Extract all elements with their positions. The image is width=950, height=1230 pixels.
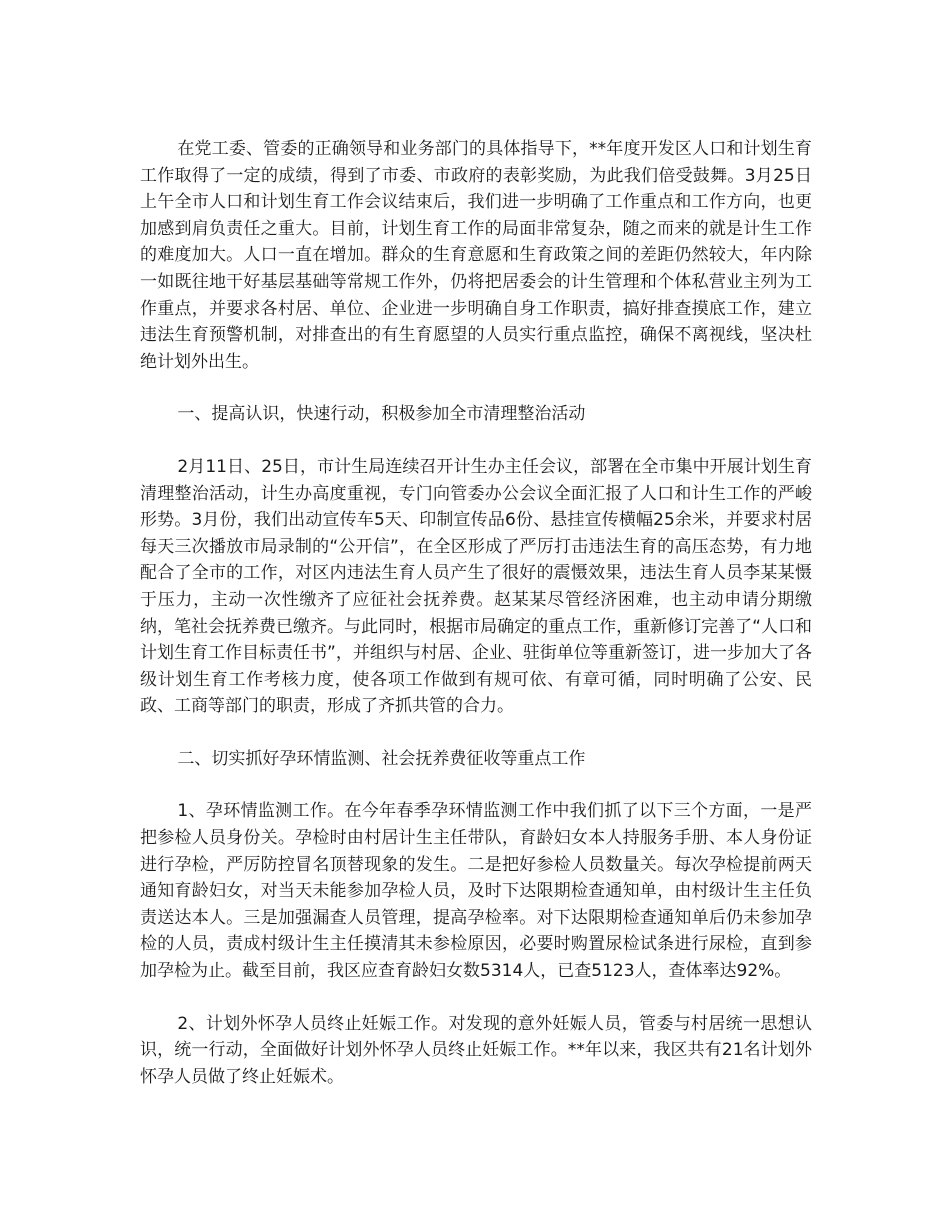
intro-paragraph: 在党工委、管委的正确领导和业务部门的具体指导下，**年度开发区人口和计划生育工作取得了一定的成绩，得到了市委、市政府的表彰奖励，为此我们倍受鼓舞。3月25日上午全市人口和计划生育工作会议结束后，我们进一步明确了工作重点和工作方向，也更加感到肩负责任之重大。目前，计划生育工作的局面非常复杂，随之而来的就是计生工作的难度加大。人口一直在增加。群众的生育意愿和生育政策之间的差距仍然较大，年内除一如既往地干好基层基础等常规工作外，仍将把居委会的计生管理和个体私营业主列为工作重点，并要求各村居、单位、企业进一步明确自身工作职责，搞好排查摸底工作，建立违法生育预警机制，对排查出的有生育愿望的人员实行重点监控，确保不离视线，坚决杜绝计划外出生。 — [140, 139, 812, 372]
document-body — [140, 136, 812, 1090]
section-heading-2: 二、切实抓好孕环情监测、社会抚养费征收等重点工作 — [177, 748, 586, 769]
paragraph-gap — [140, 985, 812, 1011]
subsection-2-paragraph: 2、计划外怀孕人员终止妊娠工作。对发现的意外妊娠人员，管委与村居统一思想认识，统一行动，全面做好计划外怀孕人员终止妊娠工作。**年以来，我区共有21名计划外怀孕人员做了终止妊娠术。 — [140, 1013, 812, 1087]
paragraph-gap — [140, 772, 812, 798]
section-1-paragraph: 2月11日、25日，市计生局连续召开计生办主任会议，部署在全市集中开展计划生育清理整治活动，计生办高度重视，专门向管委办公会议全面汇报了人口和计生工作的严峻形势。3月份，我们出动宣传车5天、印制宣传品6份、悬挂宣传横幅25余米，并要求村居每天三次播放市局录制的“公开信”，在全区形成了严厉打击违法生育的高压态势，有力地配合了全市的工作，对区内违法生育人员产生了很好的震慑效果，违法生育人员李某某慑于压力，主动一次性缴齐了应征社会抚养费。赵某某尽管经济困难，也主动申请分期缴纳，笔社会抚养费已缴齐。与此同时，根据市局确定的重点工作，重新修订完善了“人口和计划生育工作目标责任书”，并组织与村居、企业、驻街单位等重新签订，进一步加大了各级计划生育工作考核力度，使各项工作做到有规可依、有章可循，同时明确了公安、民政、工商等部门的职责，形成了齐抓共管的合力。 — [140, 456, 812, 717]
section-heading-1: 一、提高认识，快速行动，积极参加全市清理整治活动 — [177, 404, 586, 425]
subsection-1-paragraph: 1、孕环情监测工作。在今年春季孕环情监测工作中我们抓了以下三个方面，一是严把参检人员身份关。孕检时由村居计生主任带队，育龄妇女本人持服务手册、本人身份证进行孕检，严厉防控冒名顶替现象的发生。二是把好参检人员数量关。每次孕检提前两天通知育龄妇女，对当天未能参加孕检人员，及时下达限期检查通知单，由村级计生主任负责送达本人。三是加强漏查人员管理，提高孕检率。对下达限期检查通知单后仍未参加孕检的人员，责成村级计生主任摸清其未参检原因，必要时购置尿检试条进行尿检，直到参加孕检为止。截至目前，我区应查育龄妇女数5314人，已查5123人，查体率达92%。 — [140, 801, 812, 982]
paragraph-gap — [140, 720, 812, 746]
paragraph-gap — [140, 428, 812, 454]
paragraph-gap — [140, 375, 812, 401]
